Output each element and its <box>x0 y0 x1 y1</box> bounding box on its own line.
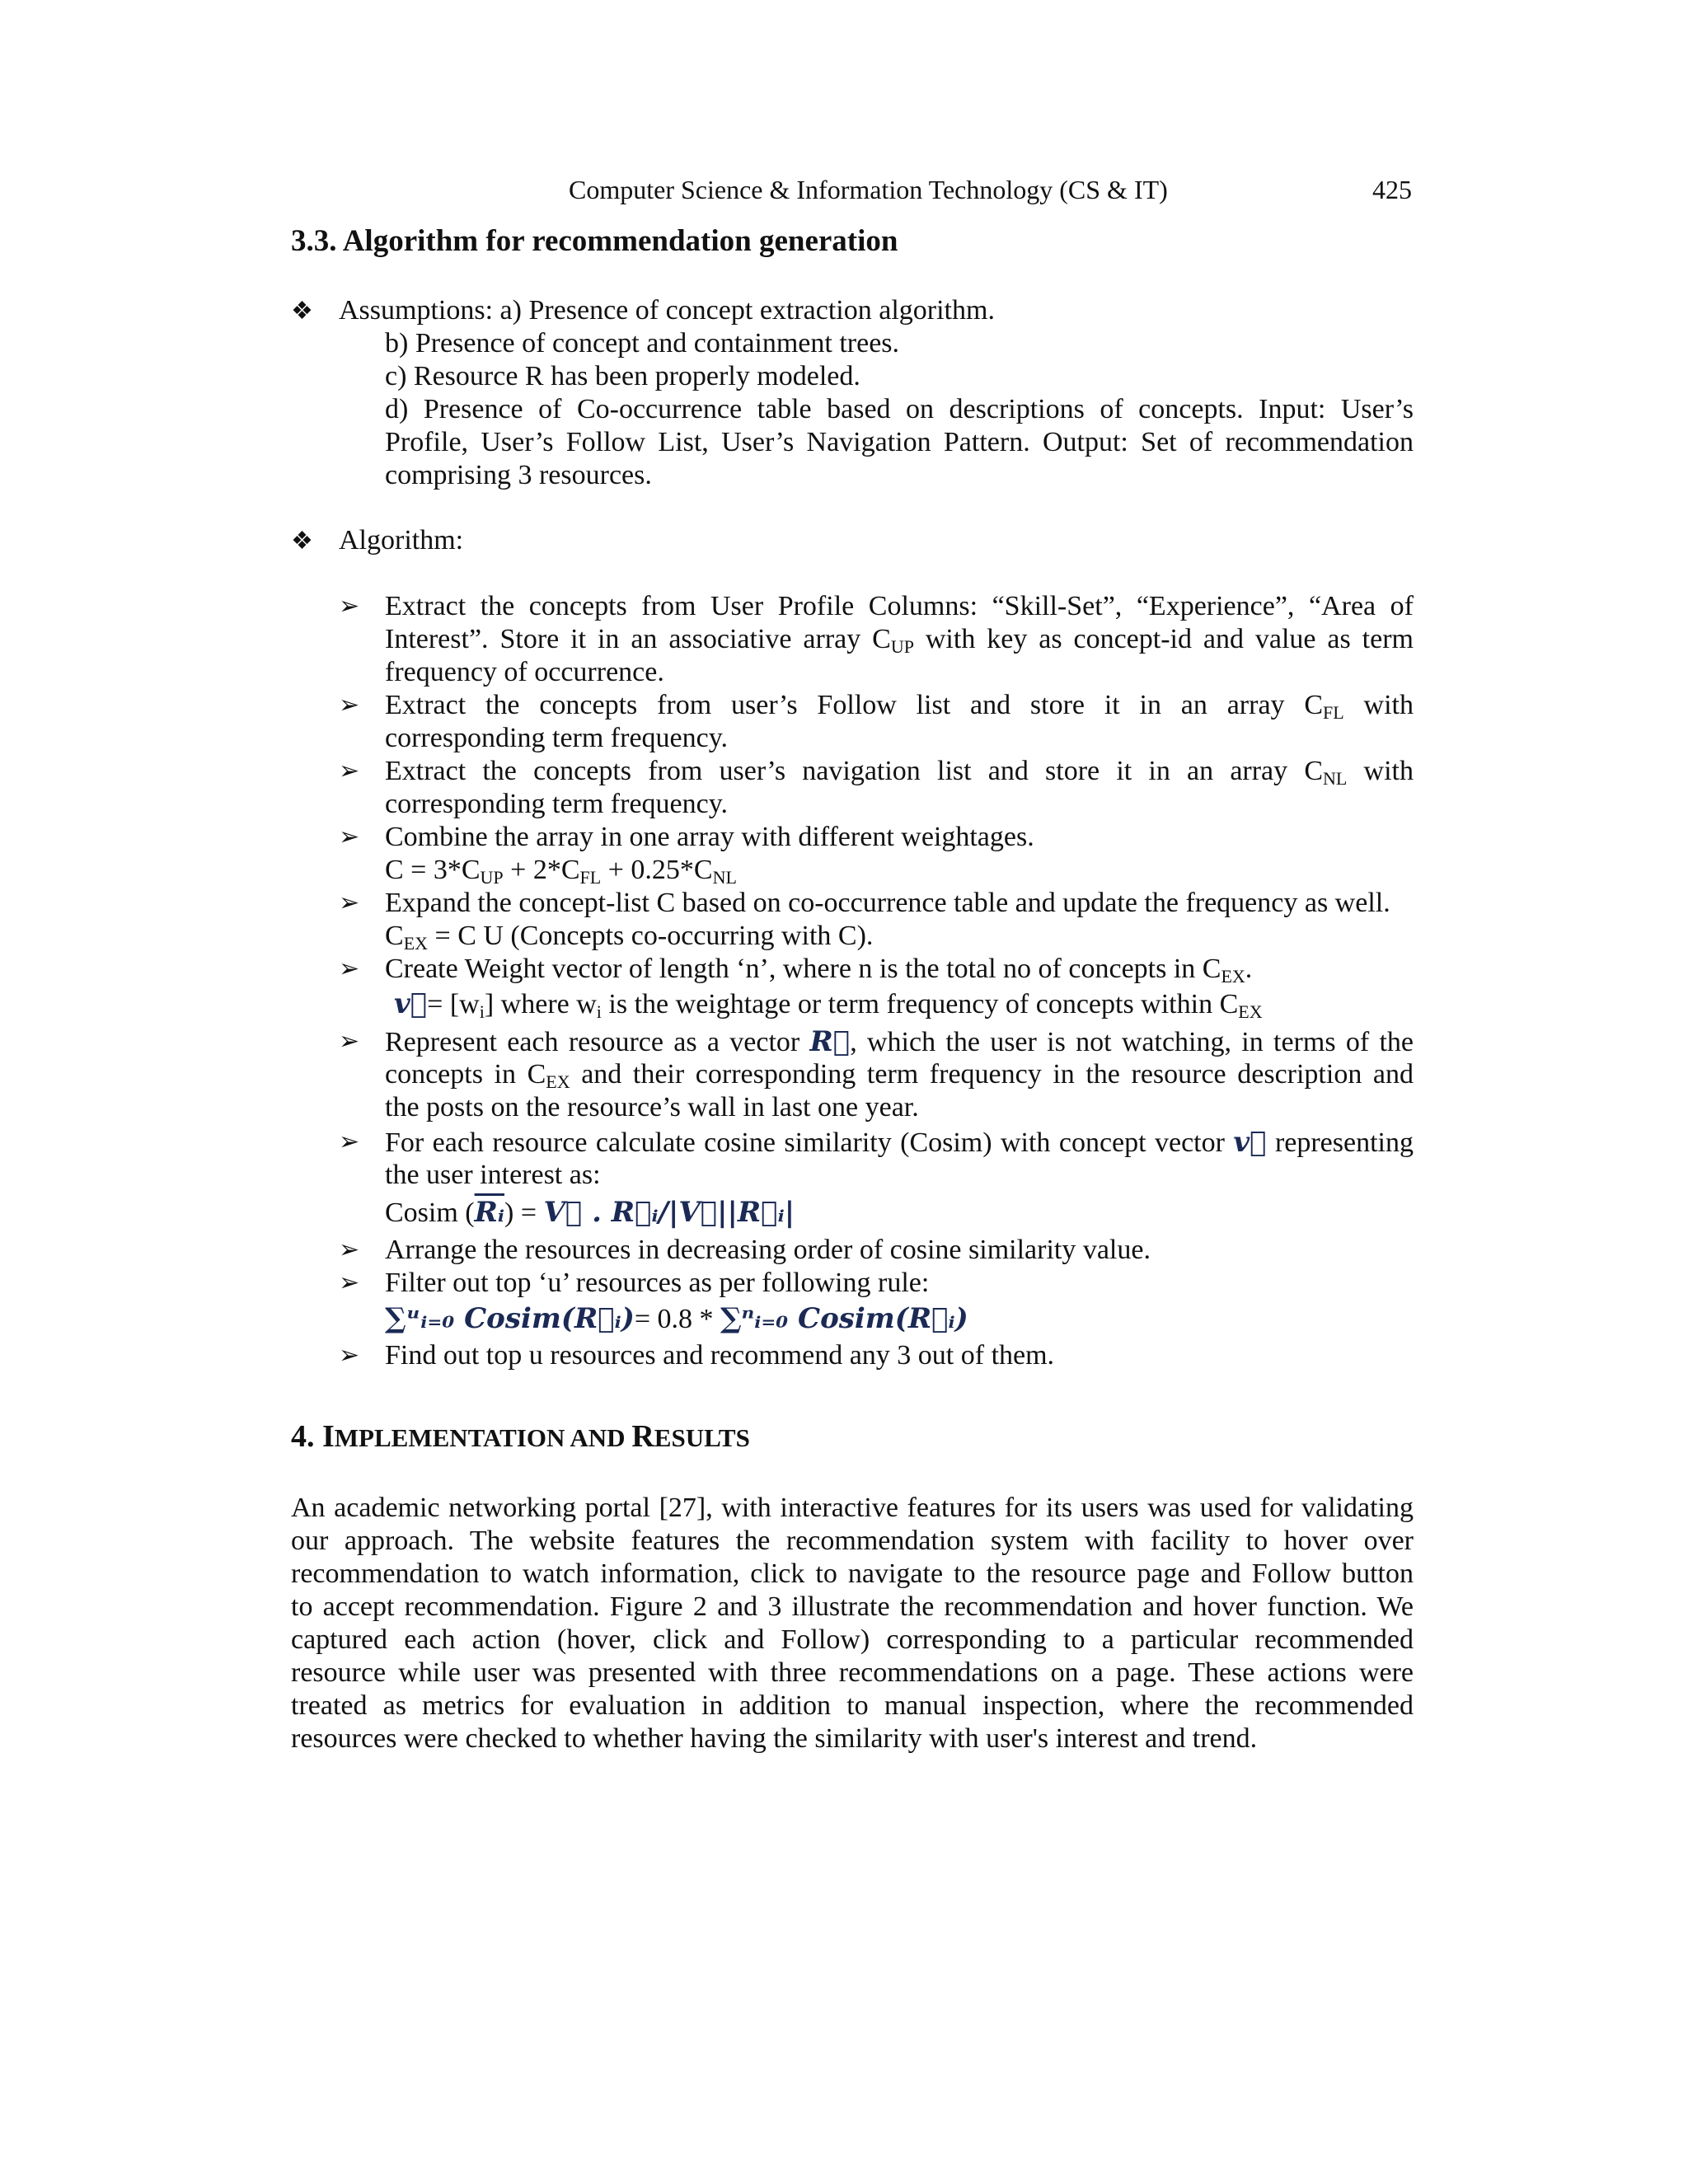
weighted-formula: $C = 3*C_{UP} + 2*C_{FL} + 0.25*C_{NL}$ <box>385 855 737 888</box>
page-number: 425 <box>1372 175 1412 204</box>
arrow-bullet-icon: ➢ <box>339 1236 360 1263</box>
step-line: Extract the concepts from User Profile Columns: “Skill-Set”, “Experience”, “Area of <box>385 591 1414 621</box>
assumption-b: b) Presence of concept and containment trees. <box>385 328 900 359</box>
algorithm-label: Algorithm: <box>339 525 464 555</box>
step-line: For each resource calculate cosine similarity (Cosim) with concept vector v⃗ representing <box>385 1126 1414 1159</box>
step-line: concepts in $C_{EX}$ and their corresponding term frequency in the resource description and <box>385 1059 1414 1092</box>
step-line: corresponding term frequency. <box>385 789 729 819</box>
assumption-d-line: Profile, User’s Follow List, User’s Navigation Pattern. Output: Set of recommendation <box>385 427 1414 457</box>
paragraph-line: our approach. The website features the recommendation system with facility to hover over <box>291 1526 1414 1556</box>
step-line: frequency of occurrence. <box>385 657 664 687</box>
step-line: the posts on the resource’s wall in last one year. <box>385 1092 919 1122</box>
arrow-bullet-icon: ➢ <box>339 823 360 851</box>
algorithm-step <box>385 755 1414 821</box>
arrow-bullet-icon: ➢ <box>339 1342 360 1369</box>
arrow-bullet-icon: ➢ <box>339 1269 360 1296</box>
filter-rule-formula: ∑ᵘᵢ₌₀ Cosim(R⃗ᵢ)= 0.8 * ∑ⁿᵢ₌₀ Cosim(R⃗ᵢ) <box>385 1302 968 1335</box>
algorithm-step <box>385 1025 1414 1124</box>
running-head: Computer Science & Information Technology (CS & IT) <box>569 175 1168 204</box>
arrow-bullet-icon: ➢ <box>339 593 360 620</box>
implementation-paragraph <box>291 1492 1414 1755</box>
step-line: Find out top u resources and recommend any 3 out of them. <box>385 1340 1055 1371</box>
assumption-d-line: comprising 3 resources. <box>385 460 652 490</box>
assumption-a: Assumptions: a) Presence of concept extraction algorithm. <box>339 295 995 326</box>
step-line: Filter out top ‘u’ resources as per following rule: <box>385 1268 930 1298</box>
arrow-bullet-icon: ➢ <box>339 1028 360 1055</box>
section-title: 4. IMPLEMENTATION AND RESULTS <box>291 1419 750 1454</box>
paragraph-line: to accept recommendation. Figure 2 and 3 illustrate the recommendation and hover function. We <box>291 1591 1414 1622</box>
step-line: Expand the concept-list C based on co-occurrence table and update the frequency as well. <box>385 888 1390 918</box>
vector-v-symbol: v⃗ <box>1233 1126 1267 1159</box>
section-title: 3.3. Algorithm for recommendation generation <box>291 224 898 258</box>
step-line: Extract the concepts from user’s Follow list and store it in an array $C_{FL}$ with <box>385 690 1414 723</box>
arrow-bullet-icon: ➢ <box>339 955 360 982</box>
paragraph-line: captured each action (hover, click and Follow) corresponding to a particular recommended <box>291 1624 1414 1655</box>
algorithm-step <box>385 689 1414 755</box>
step-line: Create Weight vector of length ‘n’, where n is the total no of concepts in $C_{EX}$. <box>385 954 1253 987</box>
weight-vector-definition: v⃗= $[w_i]$ where $w_i$ is the weightage or term frequency of concepts within $C_{EX}$ <box>394 987 1263 1022</box>
step-line: Extract the concepts from user’s navigation list and store it in an array $C_{NL}$ with <box>385 756 1414 789</box>
vector-r-symbol: R⃗ <box>809 1025 851 1058</box>
assumption-d-line: d) Presence of Co-occurrence table based on descriptions of concepts. Input: User’s <box>385 394 1414 424</box>
paragraph-line: recommendation to watch information, click to navigate to the resource page and Follow button <box>291 1558 1414 1589</box>
cosim-formula: Cosim $(\overline{Rᵢ})$ = V⃗ . R⃗ᵢ/|V⃗||R⃗ᵢ| <box>385 1196 795 1229</box>
vector-v-symbol: v⃗ <box>394 987 428 1020</box>
step-line: Interest”. Store it in an associative array $C_{UP}$ with key as concept-id and value as term <box>385 624 1414 657</box>
algorithm-step <box>385 1126 1414 1192</box>
arrow-bullet-icon: ➢ <box>339 691 360 719</box>
arrow-bullet-icon: ➢ <box>339 757 360 785</box>
step-line: Combine the array in one array with different weightages. <box>385 822 1034 852</box>
paragraph-line: resource while user was presented with three recommendations on a page. These actions were <box>291 1657 1414 1688</box>
assumption-d <box>385 393 1414 492</box>
arrow-bullet-icon: ➢ <box>339 889 360 916</box>
assumption-c: c) Resource R has been properly modeled. <box>385 361 860 391</box>
paragraph-line: treated as metrics for evaluation in addition to manual inspection, where the recommended <box>291 1690 1414 1721</box>
step-line: corresponding term frequency. <box>385 723 729 753</box>
expansion-formula: $C_{EX} = C$ U (Concepts co-occurring with C). <box>385 921 874 954</box>
paragraph-line: An academic networking portal [27], with interactive features for its users was used for validating <box>291 1493 1414 1523</box>
arrow-bullet-icon: ➢ <box>339 1128 360 1155</box>
paragraph-line: resources were checked to whether having the similarity with user's interest and trend. <box>291 1723 1258 1754</box>
algorithm-step <box>385 590 1414 689</box>
step-line: Arrange the resources in decreasing order of cosine similarity value. <box>385 1235 1151 1265</box>
step-line: Represent each resource as a vector R⃗, which the user is not watching, in terms of the <box>385 1025 1414 1058</box>
diamond-bullet-icon: ❖ <box>291 527 313 555</box>
step-line: the user interest as: <box>385 1160 601 1190</box>
diamond-bullet-icon: ❖ <box>291 298 313 325</box>
